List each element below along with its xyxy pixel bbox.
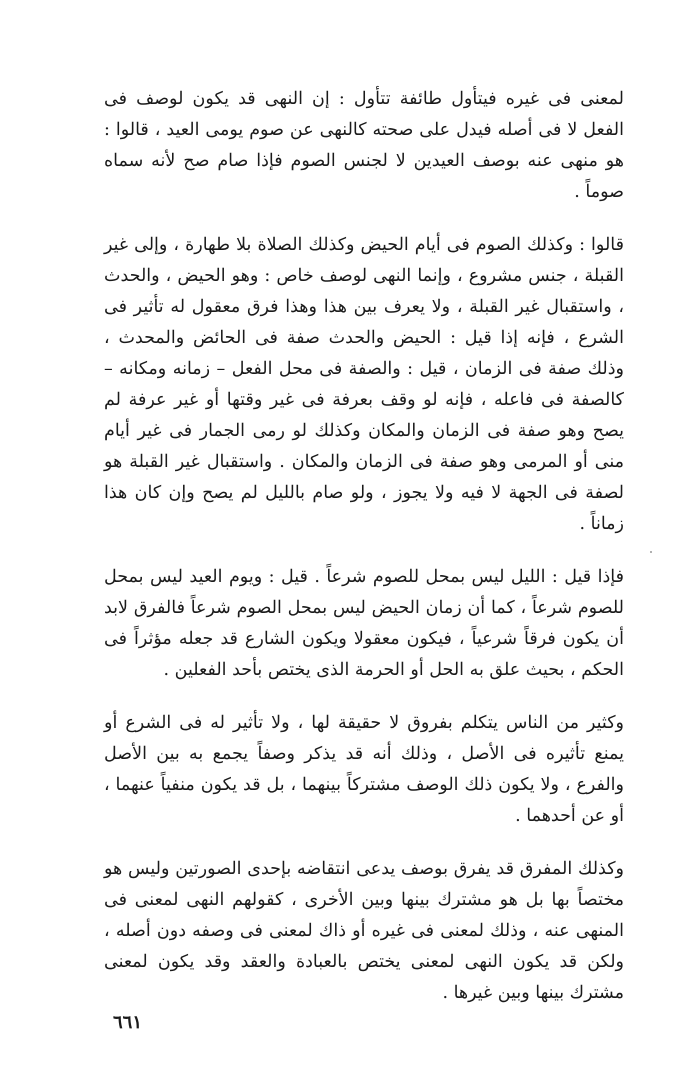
paragraph-2: قالوا : وكذلك الصوم فى أيام الحيض وكذلك الصلاة بلا طهارة ، وإلى غير القبلة ، جنس مشروع ، وإنما النهى لوصف خاص : وهو الحيض ، والحدث ، واستقبال غير القبلة ، ولا يعرف بين هذا وهذا فرق معقول له تأثير فى الشرع ، فإنه إذا قيل : الحيض والحدث صفة فى الحائض والمحدث ، وذلك صفة فى الزمان ، قيل : والصفة فى محل الفعل – زمانه ومكانه – كالصفة فى فاعله ، فإنه لو وقف بعرفة فى غير وقتها أو غير عرفة لم يصح وهو صفة فى الزمان والمكان وكذلك لو رمى الجمار فى غير أيام منى أو المرمى وهو صفة فى الزمان والمكان . واستقبال غير القبلة هو لصفة فى الجهة لا فيه ولا يجوز ، ولو صام بالليل لم يصح وإن كان هذا زماناً . [104, 235, 624, 534]
paragraph-1: لمعنى فى غيره فيتأول طائفة تتأول : إن النهى قد يكون لوصف فى الفعل لا فى أصله فيدل على صحته كالنهى عن صوم يومى العيد ، قالوا : هو منهى عنه بوصف العيدين لا لجنس الصوم فإذا صام صح لأنه سماه صوماً . [104, 89, 624, 202]
paragraph-5: وكذلك المفرق قد يفرق بوصف يدعى انتقاضه بإحدى الصورتين وليس هو مختصاً بها بل هو مشترك بينها وبين الأخرى ، كقولهم النهى لمعنى فى المنهى عنه ، وذلك لمعنى فى غيره أو ذاك لمعنى فى وصفه دون أصله ، ولكن قد يكون النهى لمعنى يختص بالعبادة والعقد وقد يكون لمعنى مشترك بينها وبين غيرها . [104, 859, 624, 1003]
scan-speck [650, 551, 652, 553]
page-body [104, 84, 624, 1009]
page-number: ٦٦١ [113, 1012, 143, 1033]
paragraph-3: فإذا قيل : الليل ليس بمحل للصوم شرعاً . قيل : ويوم العيد ليس بمحل للصوم شرعاً ، كما أن زمان الحيض ليس بمحل الصوم شرعاً فالفرق لابد أن يكون فرقاً شرعياً ، فيكون معقولا ويكون الشارع قد جعله مؤثراً فى الحكم ، بحيث علق به الحل أو الحرمة الذى يختص بأحد الفعلين . [104, 567, 624, 680]
paragraph-4: وكثير من الناس يتكلم بفروق لا حقيقة لها ، ولا تأثير له فى الشرع أو يمنع تأثيره فى الأصل ، وذلك أنه قد يذكر وصفاً يجمع به بين الأصل والفرع ، ولا يكون ذلك الوصف مشتركاً بينهما ، بل قد يكون منفياً عنهما ، أو عن أحدهما . [104, 713, 624, 826]
